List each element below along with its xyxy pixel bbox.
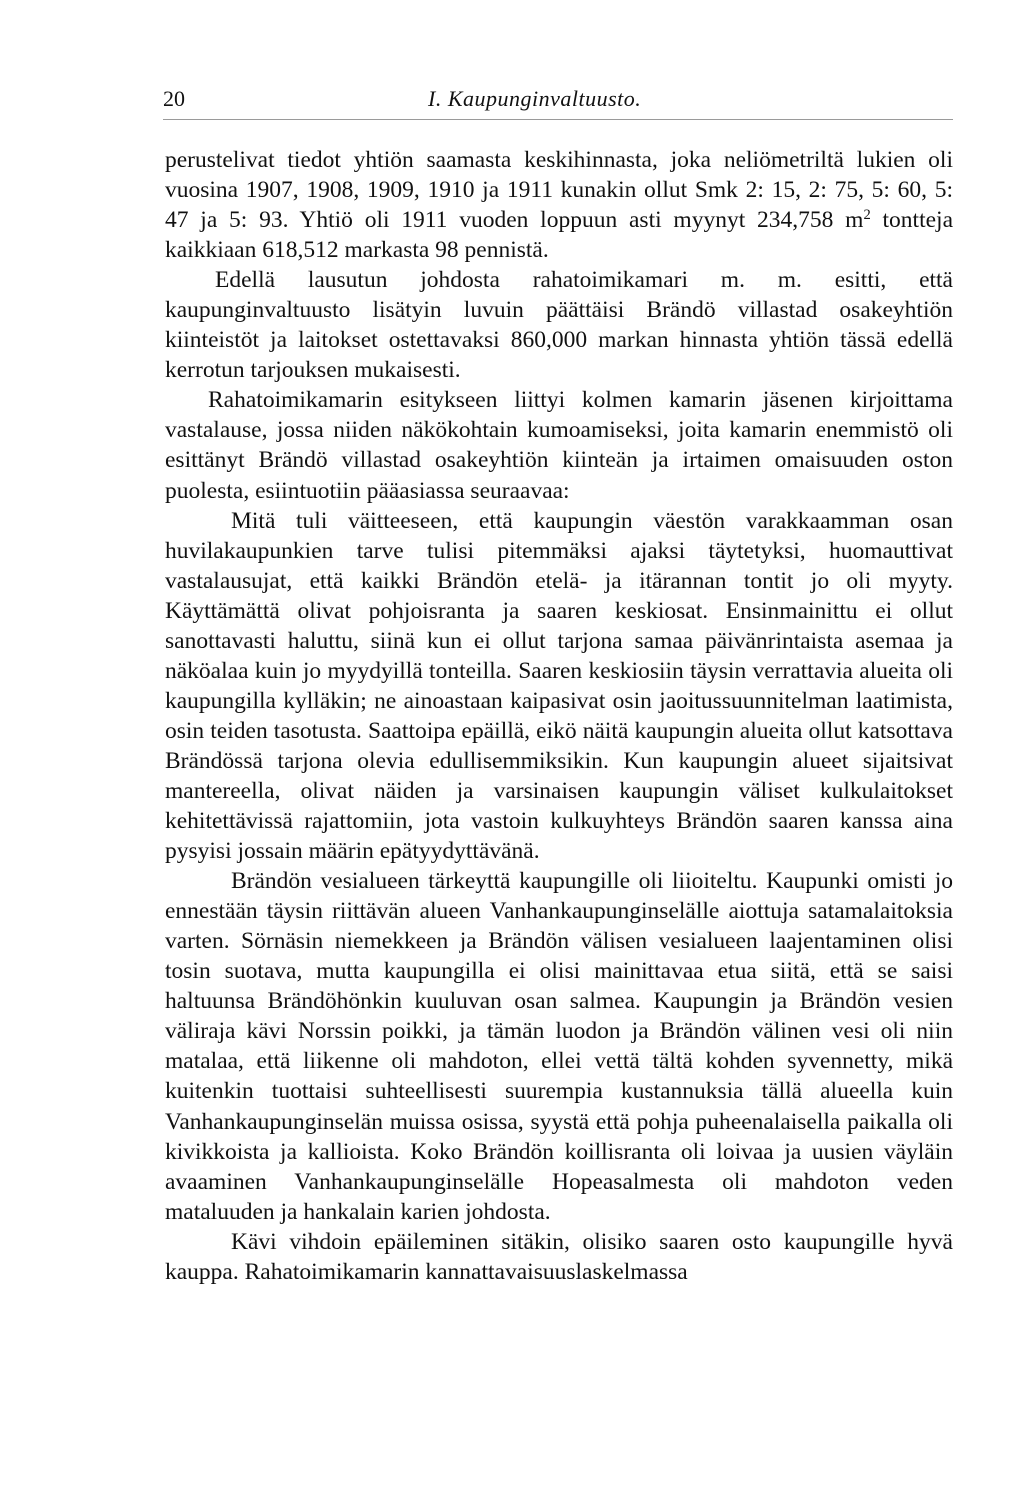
paragraph-1: [165, 145, 953, 265]
header-divider: [163, 119, 953, 120]
body-text: [165, 145, 953, 1287]
paragraph-1-text-a: perustelivat tiedot yhtiön saamasta keskihinnasta, joka neliömetriltä lukien oli vuosina 1907, 1908, 1909, 1910 ja 1911 kunakin ollut Smk 2: 15, 2: 75, 5: 60, 5: 47 ja 5: 93. Yhtiö oli 1911 vuoden loppuun asti myynyt 234,758 m: [165, 147, 953, 234]
header-title: I. Kaupunginvaltuusto.: [428, 86, 642, 111]
paragraph-2: Edellä lausutun johdosta rahatoimikamari m. m. esitti, että kaupunginvaltuusto lisätyin luvuin päättäisi Brändö villastad osakeyhtiön kiinteistöt ja laitokset ostettavaksi 860,000 markan hinnasta yhtiön tässä edellä kerrotun tarjouksen mukaisesti.: [165, 267, 953, 384]
paragraph-6: Kävi vihdoin epäileminen sitäkin, olisiko saaren osto kaupungille hyvä kauppa. Rahatoimikamarin kannattavaisuuslaskelmassa: [165, 1228, 953, 1285]
paragraph-4: Mitä tuli väitteeseen, että kaupungin väestön varakkaamman osan huvilakaupunkien tarve tulisi pitemmäksi ajaksi täytetyksi, huomauttivat vastalausujat, että kaikki Brändön etelä- ja itärannan tontit jo oli myyty. Käyttämättä olivat pohjoisranta ja saaren keskiosat. Ensinmainittu ei ollut sanottavasti haluttu, siinä kun ei ollut tarjona samaa päivänrintaista asemaa ja näköalaa kuin jo myydyillä tonteilla. Saaren keskiosiin täysin verrattavia alueita oli kaupungilla kylläkin; ne ainoastaan kaipasivat osin jaoitussuunnitelman laatimista, osin teiden tasotusta. Saattoipa epäillä, eikö näitä kaupungin alueita ollut katsottava Brändössä tarjona olevia edullisemmiksikin. Kun kaupungin alueet sijaitsivat mantereella, olivat näiden ja varsinaisen kaupungin väliset kulkulaitokset kehitettävissä rajattomiin, jota vastoin kulkuyhteys Brändön saaren kanssa aina pysyisi jossain määrin epätyydyttävänä.: [165, 507, 953, 865]
paragraph-3: Rahatoimikamarin esitykseen liittyi kolmen kamarin jäsenen kirjoittama vastalause, jossa niiden näkökohtain kumoamiseksi, joita kamarin enemmistö oli esittänyt Brändö villastad osakeyhtiön kiinteän ja irtaimen omaisuuden oston puolesta, esiintuotiin pääasiassa seuraavaa:: [165, 387, 953, 504]
page-number: 20: [163, 86, 185, 111]
paragraph-5: Brändön vesialueen tärkeyttä kaupungille oli liioiteltu. Kaupunki omisti jo ennestään täysin riittävän alueen Vanhankaupunginselälle aiottuja satamalaitoksia varten. Sörnäsin niemekkeen ja Brändön välisen vesialueen laajentaminen olisi tosin suotava, mutta kaupungilla ei olisi mainittavaa etua siitä, että se saisi haltuunsa Brändöhönkin kuuluvan osan salmea. Kaupungin ja Brändön vesien väliraja kävi Norssin poikki, ja tämän luodon ja Brändön välinen vesi oli niin matalaa, että liikenne oli mahdoton, ellei vettä tältä kohden syvennetty, mikä kuitenkin tuottaisi suhteellisesti suurempia kustannuksia tällä alueella kuin Vanhankaupunginselän muissa osissa, syystä että pohja puheenalaisella paikalla oli kivikkoista ja kallioista. Koko Brändön koillisranta oli loivaa ja uusien väyläin avaaminen Vanhankaupunginselälle Hopeasalmesta oli mahdoton veden mataluuden ja hankalain karien johdosta.: [165, 868, 953, 1225]
paragraph-1-text-b: tontteja kaikkiaan 618,512 markasta 98 pennistä.: [165, 207, 953, 264]
running-header: [163, 82, 953, 122]
superscript-2: 2: [863, 207, 871, 224]
